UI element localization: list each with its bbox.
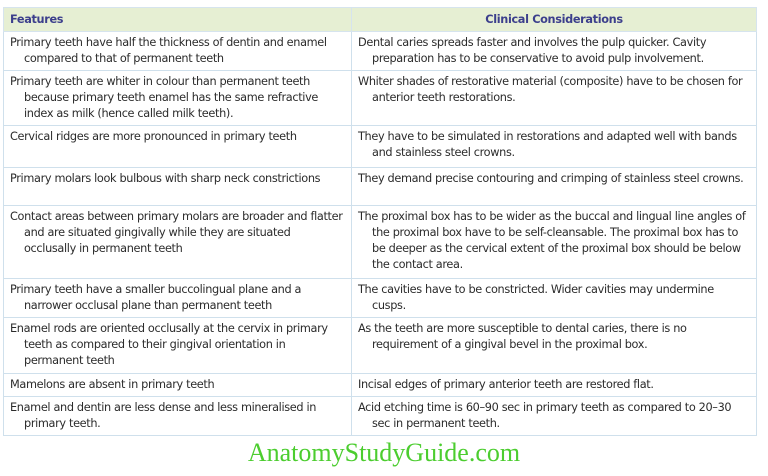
table-row <box>4 71 757 126</box>
table-row <box>4 374 757 397</box>
feature-cell: Primary molars look bulbous with sharp neck constrictions <box>4 168 352 206</box>
consideration-cell: They demand precise contouring and crimping of stainless steel crowns. <box>352 168 757 206</box>
feature-cell: Primary teeth have a smaller buccolingual plane and a narrower occlusal plane than permanent teeth <box>4 279 352 318</box>
consideration-cell: The proximal box has to be wider as the buccal and lingual line angles of the proximal box have to be self-cleansable. The proximal box has to be deeper as the cervical extent of the proximal box should be below the contact area. <box>352 206 757 279</box>
consideration-cell: Acid etching time is 60–90 sec in primary teeth as compared to 20–30 sec in permanent teeth. <box>352 397 757 436</box>
table-row <box>4 168 757 206</box>
feature-cell: Primary teeth have half the thickness of dentin and enamel compared to that of permanent teeth <box>4 32 352 71</box>
consideration-cell: The cavities have to be constricted. Wider cavities may undermine cusps. <box>352 279 757 318</box>
feature-cell: Primary teeth are whiter in colour than permanent teeth because primary teeth enamel has the same refractive index as milk (hence called milk teeth). <box>4 71 352 126</box>
watermark-text: AnatomyStudyGuide.com <box>247 438 521 467</box>
comparison-table-container <box>3 7 756 436</box>
table-row <box>4 206 757 279</box>
feature-cell: Cervical ridges are more pronounced in primary teeth <box>4 126 352 168</box>
feature-cell: Enamel and dentin are less dense and less mineralised in primary teeth. <box>4 397 352 436</box>
table-row <box>4 32 757 71</box>
table-row <box>4 279 757 318</box>
consideration-cell: Incisal edges of primary anterior teeth are restored flat. <box>352 374 757 397</box>
table-row <box>4 318 757 374</box>
feature-cell: Mamelons are absent in primary teeth <box>4 374 352 397</box>
table-row <box>4 126 757 168</box>
consideration-cell: As the teeth are more susceptible to dental caries, there is no requirement of a gingival bevel in the proximal box. <box>352 318 757 374</box>
table-row <box>4 397 757 436</box>
feature-cell: Contact areas between primary molars are broader and flatter and are situated gingivally while they are situated occlusally in permanent teeth <box>4 206 352 279</box>
consideration-cell: They have to be simulated in restorations and adapted well with bands and stainless steel crowns. <box>352 126 757 168</box>
consideration-cell: Whiter shades of restorative material (composite) have to be chosen for anterior teeth restorations. <box>352 71 757 126</box>
features-clinical-table <box>3 7 757 436</box>
table-header-row <box>4 8 757 32</box>
feature-cell: Enamel rods are oriented occlusally at the cervix in primary teeth as compared to their gingival orientation in permanent teeth <box>4 318 352 374</box>
consideration-cell: Dental caries spreads faster and involves the pulp quicker. Cavity preparation has to be conservative to avoid pulp involvement. <box>352 32 757 71</box>
header-clinical-considerations: Clinical Considerations <box>352 8 757 32</box>
header-features: Features <box>4 8 352 32</box>
